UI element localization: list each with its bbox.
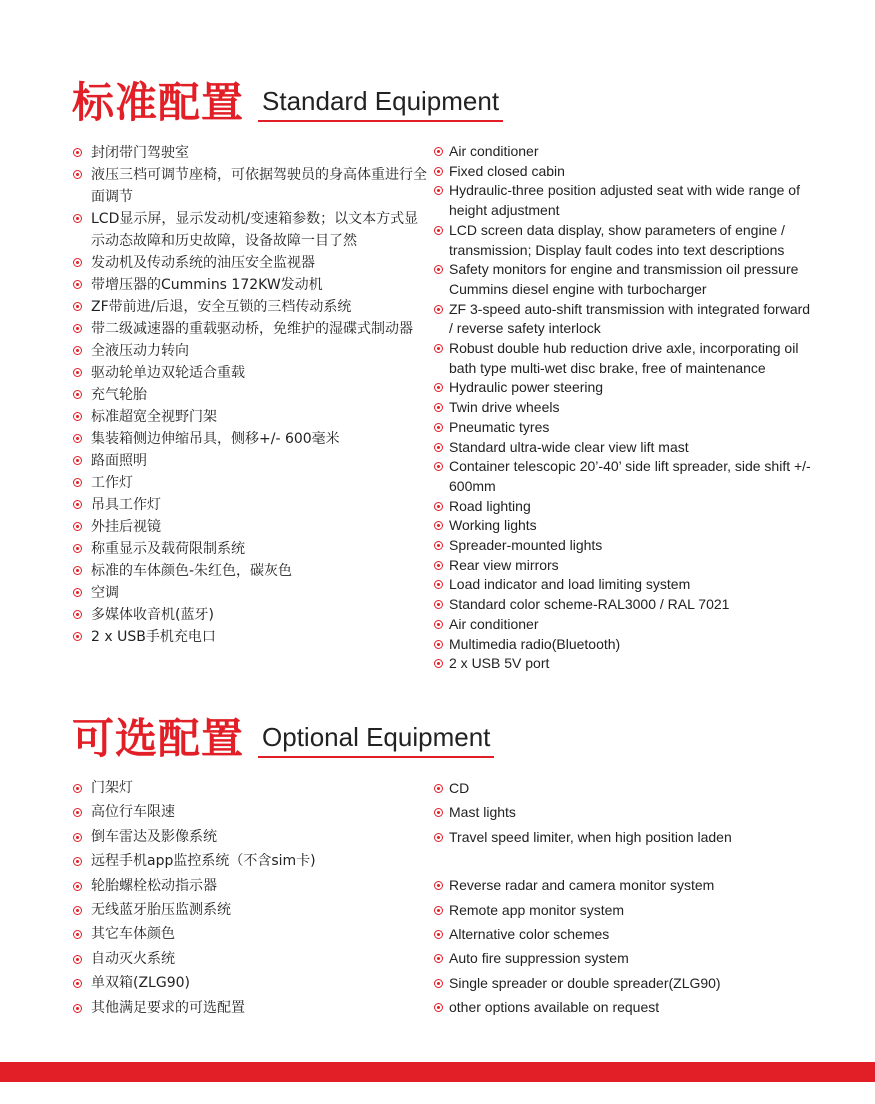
optional-en-list	[434, 776, 814, 1020]
bullet-icon	[434, 620, 443, 629]
list-item: Travel speed limiter, when high position laden	[434, 825, 814, 849]
list-item: 其它车体颜色	[72, 922, 427, 946]
bullet-icon	[73, 214, 82, 223]
bullet-icon	[434, 305, 443, 314]
list-item: LCD显示屏，显示发动机/变速箱参数；以文本方式显示动态故障和历史故障，设备故障一目了然	[72, 208, 427, 252]
list-item: 标准的车体颜色-朱红色，碳灰色	[72, 560, 427, 582]
bullet-icon	[73, 412, 82, 421]
list-item: 称重显示及载荷限制系统	[72, 538, 427, 560]
list-item: Pneumatic tyres	[434, 418, 814, 438]
list-item: 无线蓝牙胎压监测系统	[72, 898, 427, 922]
list-item: 集装箱侧边伸缩吊具，侧移+/- 600毫米	[72, 428, 427, 450]
bullet-icon	[434, 383, 443, 392]
bullet-icon	[434, 808, 443, 817]
bullet-icon	[73, 566, 82, 575]
bullet-icon	[434, 502, 443, 511]
list-item: 外挂后视镜	[72, 516, 427, 538]
bullet-icon	[434, 344, 443, 353]
list-item: Reverse radar and camera monitor system	[434, 873, 814, 897]
bullet-icon	[73, 955, 82, 964]
bullet-icon	[73, 258, 82, 267]
bullet-icon	[434, 784, 443, 793]
list-item: Working lights	[434, 516, 814, 536]
bullet-icon	[73, 456, 82, 465]
bullet-icon	[73, 588, 82, 597]
list-item: 自动灭火系统	[72, 947, 427, 971]
bullet-icon	[434, 443, 443, 452]
list-item: Multimedia radio(Bluetooth)	[434, 635, 814, 655]
bullet-icon	[434, 541, 443, 550]
bullet-icon	[434, 979, 443, 988]
bullet-icon	[73, 434, 82, 443]
bullet-icon	[73, 930, 82, 939]
list-item: 发动机及传动系统的油压安全监视器	[72, 252, 427, 274]
bullet-icon	[434, 600, 443, 609]
bullet-icon	[434, 147, 443, 156]
list-item: 单双箱(ZLG90)	[72, 971, 427, 995]
list-item: Alternative color schemes	[434, 922, 814, 946]
bullet-icon	[73, 979, 82, 988]
bullet-icon	[73, 390, 82, 399]
list-item: 带二级减速器的重载驱动桥，免维护的湿碟式制动器	[72, 318, 427, 340]
list-item: 门架灯	[72, 776, 427, 800]
standard-cn-list	[72, 142, 427, 648]
list-item: Mast lights	[434, 800, 814, 824]
list-item: Spreader-mounted lights	[434, 536, 814, 556]
list-item: 2 x USB手机充电口	[72, 626, 427, 648]
list-item: 轮胎螺栓松动指示器	[72, 874, 427, 898]
list-item: LCD screen data display, show parameters of engine / transmission; Display fault codes into text descriptions	[434, 221, 814, 260]
list-item: Hydraulic power steering	[434, 378, 814, 398]
list-item: 远程手机app监控系统（不含sim卡)	[72, 849, 427, 873]
list-item: 全液压动力转向	[72, 340, 427, 362]
bullet-icon	[73, 500, 82, 509]
list-item: 其他满足要求的可选配置	[72, 996, 427, 1020]
list-item: 路面照明	[72, 450, 427, 472]
optional-cn-title: 可选配置	[72, 714, 245, 763]
bullet-icon	[434, 1003, 443, 1012]
list-item: 高位行车限速	[72, 800, 427, 824]
standard-cn-title: 标准配置	[72, 78, 245, 127]
bullet-icon	[434, 954, 443, 963]
list-item: Standard ultra-wide clear view lift mast	[434, 438, 814, 458]
list-item: 液压三档可调节座椅，可依据驾驶员的身高体重进行全面调节	[72, 164, 427, 208]
bullet-icon	[434, 561, 443, 570]
list-item: Twin drive wheels	[434, 398, 814, 418]
list-item: 充气轮胎	[72, 384, 427, 406]
bullet-icon	[434, 659, 443, 668]
list-item: 标准超宽全视野门架	[72, 406, 427, 428]
list-item: 吊具工作灯	[72, 494, 427, 516]
bullet-icon	[73, 544, 82, 553]
list-item: 倒车雷达及影像系统	[72, 825, 427, 849]
list-item: ZF带前进/后退，安全互锁的三档传动系统	[72, 296, 427, 318]
bullet-icon	[73, 368, 82, 377]
bullet-icon	[73, 346, 82, 355]
list-item: Load indicator and load limiting system	[434, 575, 814, 595]
optional-section-header	[72, 716, 494, 762]
standard-en-title: Standard Equipment	[258, 86, 503, 122]
bullet-icon	[434, 580, 443, 589]
bullet-icon	[434, 167, 443, 176]
list-item: 工作灯	[72, 472, 427, 494]
list-item: Fixed closed cabin	[434, 162, 814, 182]
bullet-icon	[434, 833, 443, 842]
bullet-icon	[434, 423, 443, 432]
bullet-icon	[73, 280, 82, 289]
list-item: 多媒体收音机(蓝牙)	[72, 604, 427, 626]
bullet-icon	[73, 632, 82, 641]
list-item: ZF 3-speed auto-shift transmission with integrated forward / reverse safety interlock	[434, 300, 814, 339]
bullet-icon	[73, 170, 82, 179]
bullet-icon	[434, 881, 443, 890]
list-item: Container telescopic 20’-40’ side lift spreader, side shift +/- 600mm	[434, 457, 814, 496]
list-item: Road lighting	[434, 497, 814, 517]
bullet-icon	[434, 521, 443, 530]
list-item: Air conditioner	[434, 142, 814, 162]
bullet-icon	[73, 522, 82, 531]
list-item: 空调	[72, 582, 427, 604]
list-item: Air conditioner	[434, 615, 814, 635]
bullet-icon	[434, 226, 443, 235]
list-item: Robust double hub reduction drive axle, incorporating oil bath type multi-wet disc brake, free of maintenance	[434, 339, 814, 378]
list-item: CD	[434, 776, 814, 800]
list-item: Auto fire suppression system	[434, 946, 814, 970]
bullet-icon	[73, 302, 82, 311]
bullet-icon	[434, 186, 443, 195]
bullet-icon	[73, 906, 82, 915]
optional-cn-list	[72, 776, 427, 1020]
list-item: Remote app monitor system	[434, 898, 814, 922]
bullet-icon	[73, 882, 82, 891]
bullet-icon	[73, 784, 82, 793]
bullet-icon	[434, 403, 443, 412]
list-item: other options available on request	[434, 995, 814, 1019]
standard-section-header	[72, 80, 503, 126]
standard-en-list	[434, 142, 814, 674]
bullet-icon	[434, 640, 443, 649]
bullet-icon	[434, 930, 443, 939]
list-item: Safety monitors for engine and transmission oil pressure Cummins diesel engine with turbocharger	[434, 260, 814, 299]
bullet-icon	[73, 833, 82, 842]
bullet-icon	[73, 610, 82, 619]
list-item: 带增压器的Cummins 172KW发动机	[72, 274, 427, 296]
list-item: Rear view mirrors	[434, 556, 814, 576]
bullet-icon	[73, 808, 82, 817]
list-item: 2 x USB 5V port	[434, 654, 814, 674]
footer-accent-bar	[0, 1062, 875, 1082]
list-item: Single spreader or double spreader(ZLG90)	[434, 971, 814, 995]
bullet-icon	[434, 462, 443, 471]
list-item: 驱动轮单边双轮适合重载	[72, 362, 427, 384]
bullet-icon	[73, 478, 82, 487]
bullet-icon	[73, 148, 82, 157]
bullet-icon	[73, 857, 82, 866]
bullet-icon	[73, 324, 82, 333]
list-item: Hydraulic-three position adjusted seat with wide range of height adjustment	[434, 181, 814, 220]
optional-en-title: Optional Equipment	[258, 722, 494, 758]
bullet-icon	[434, 906, 443, 915]
bullet-icon	[73, 1004, 82, 1013]
list-item: 封闭带门驾驶室	[72, 142, 427, 164]
bullet-icon	[434, 265, 443, 274]
list-item: Standard color scheme-RAL3000 / RAL 7021	[434, 595, 814, 615]
